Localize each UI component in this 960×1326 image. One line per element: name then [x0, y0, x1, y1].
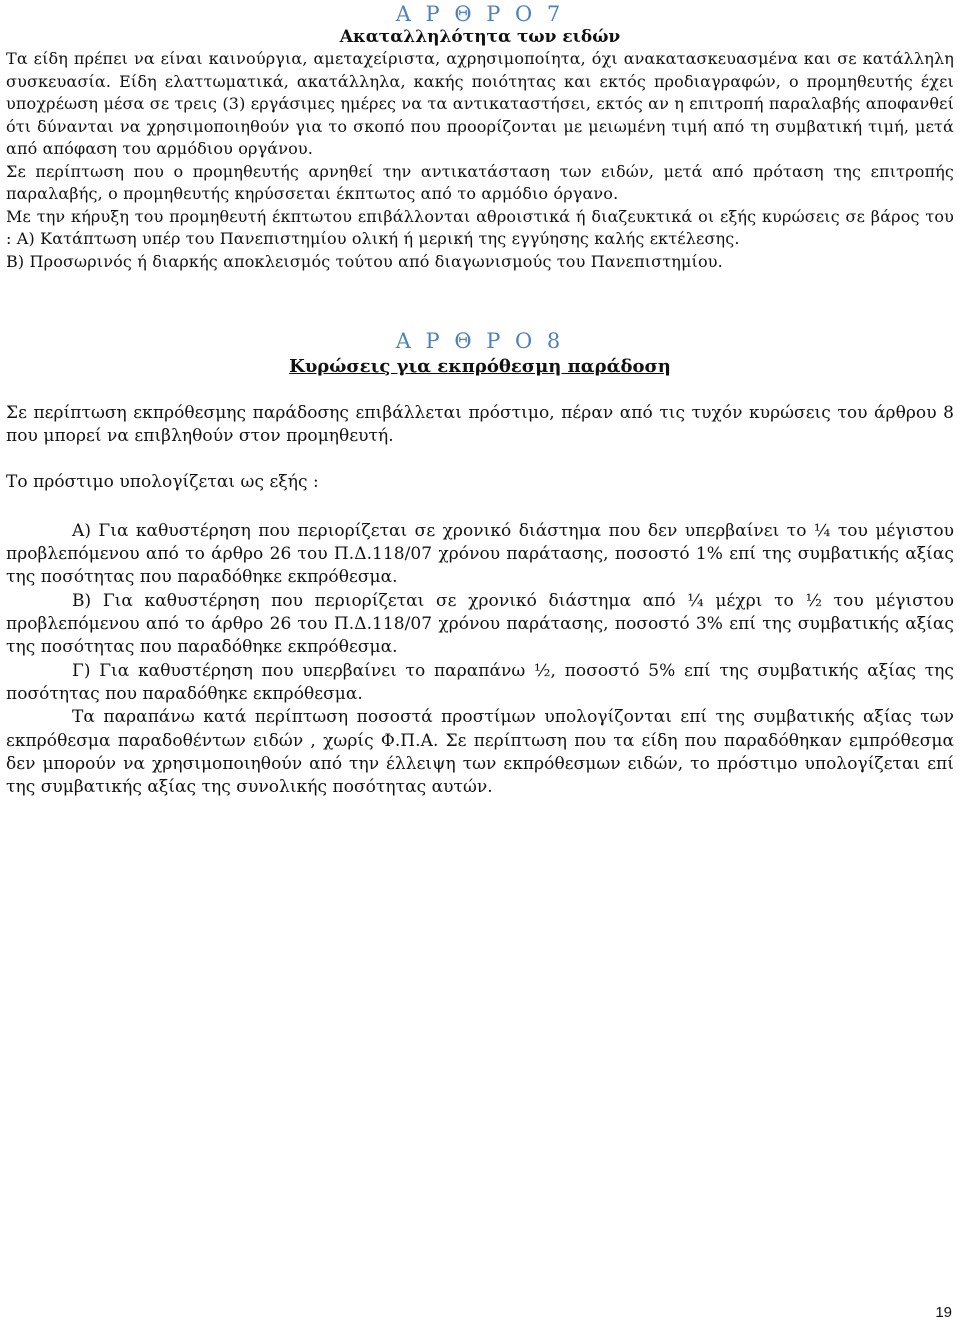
article-8-heading: Α Ρ Θ Ρ Ο 8: [395, 329, 565, 353]
article-7-title: Ακαταλληλότητα των ειδών: [339, 27, 621, 47]
article-8-item-a: Α) Για καθυστέρηση που περιορίζεται σε χρονικό διάστημα που δεν υπερβαίνει το ¼ του μέγιστου προβλεπόμενου από το άρθρο 26 του Π.Δ.118/07 χρόνου παράτασης, ποσοστό 1% επί της συμβατικής αξίας της ποσότητας που παραδόθηκε εκπρόθεσμα.: [6, 520, 954, 588]
article-7-paragraph-3: Με την κήρυξη του προμηθευτή έκπτωτου επιβάλλονται αθροιστικά ή διαζευκτικά οι εξής κυρώσεις σε βάρος του : Α) Κατάπτωση υπέρ του Πανεπιστημίου ολική ή μερική της εγγύησης καλής εκτέλεσης.: [6, 206, 954, 248]
article-8-summary: Τα παραπάνω κατά περίπτωση ποσοστά προστίμων υπολογίζονται επί της συμβατικής αξίας των εκπρόθεσμα παραδοθέντων ειδών , χωρίς Φ.Π.Α. Σε περίπτωση που τα είδη που παραδόθηκαν εμπρόθεσμα δεν μπορούν να χρησιμοποιηθούν από την έλλειψη των εκπρόθεσμων ειδών, το πρόστιμο υπολογίζεται επί της συμβατικής αξίας της συνολικής ποσότητας αυτών.: [6, 707, 954, 798]
article-8-calc-label: Το πρόστιμο υπολογίζεται ως εξής :: [6, 471, 319, 492]
article-8-item-b: Β) Για καθυστέρηση που περιορίζεται σε χρονικό διάστημα από ¼ μέχρι το ½ του μέγιστου προβλεπόμενου από το άρθρο 26 του Π.Δ.118/07 χρόνου παράτασης, ποσοστό 3% επί της συμβατικής αξίας της ποσότητας που παραδόθηκε εκπρόθεσμα.: [6, 590, 954, 658]
article-8-item-c: Γ) Για καθυστέρηση που υπερβαίνει το παραπάνω ½, ποσοστό 5% επί της συμβατικής αξίας της ποσότητας που παραδόθηκε εκπρόθεσμα.: [6, 660, 954, 704]
article-7-paragraph-1: Τα είδη πρέπει να είναι καινούργια, αμεταχείριστα, αχρησιμοποίητα, όχι ανακατασκευασμένα και σε κατάλληλη συσκευασία. Είδη ελαττωματικά, ακατάλληλα, κακής ποιότητας και εκτός προδιαγραφών, ο προμηθευτής έχει υποχρέωση μέσα σε τρεις (3) εργάσιμες ημέρες να τα αντικαταστήσει, εκτός αν η επιτροπή παραλαβής αποφανθεί ότι δύνανται να χρησιμοποιηθούν για το σκοπό που προορίζονται με μειωμένη τιμή από τη συμβατική τιμή, μετά από απόφαση του αρμόδιου οργάνου.: [6, 49, 954, 158]
page-number: 19: [935, 1304, 952, 1321]
article-8-section: [6, 328, 954, 799]
article-8-intro: Σε περίπτωση εκπρόθεσμης παράδοσης επιβάλλεται πρόστιμο, πέραν από τις τυχόν κυρώσεις του άρθρου 8 που μπορεί να επιβληθούν στον προμηθευτή.: [6, 403, 954, 447]
article-8-title: Κυρώσεις για εκπρόθεσμη παράδοση: [289, 356, 671, 377]
article-7-heading: Α Ρ Θ Ρ Ο 7: [395, 2, 565, 26]
article-7-paragraph-2: Σε περίπτωση που ο προμηθευτής αρνηθεί την αντικατάσταση των ειδών, μετά από πρόταση της επιτροπής παραλαβής, ο προμηθευτής κηρύσσεται έκπτωτος από το αρμόδιο όργανο.: [6, 161, 954, 203]
article-7-section: [6, 2, 954, 273]
article-7-paragraph-4: Β) Προσωρινός ή διαρκής αποκλεισμός τούτου από διαγωνισμούς του Πανεπιστημίου.: [6, 251, 723, 271]
